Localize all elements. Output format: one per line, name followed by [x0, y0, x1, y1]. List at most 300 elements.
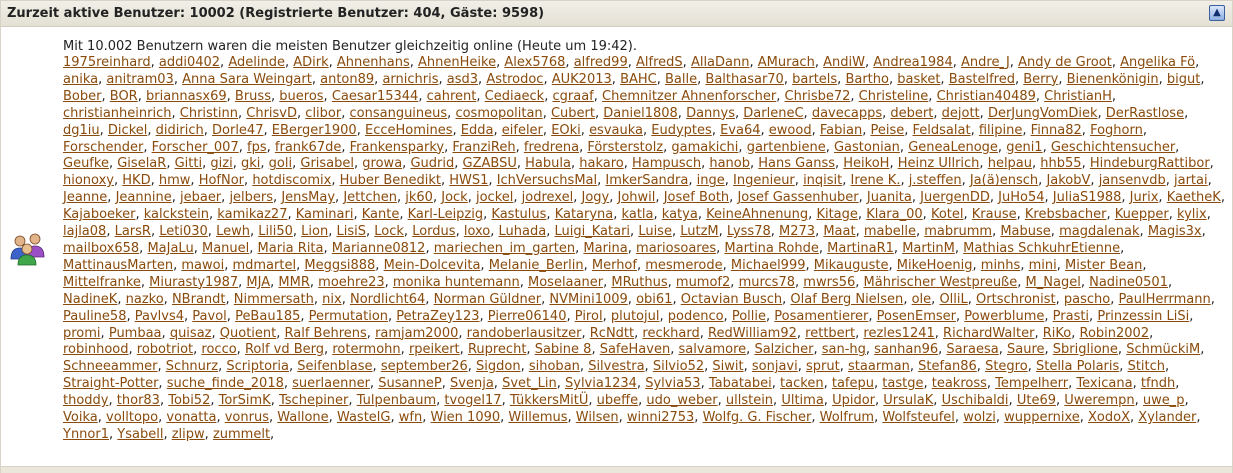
- user-link[interactable]: Caesar15344: [331, 88, 419, 104]
- user-link[interactable]: Tschepiner: [279, 393, 349, 409]
- user-link[interactable]: Scriptoria: [226, 359, 289, 375]
- user-link[interactable]: rocco: [201, 342, 237, 358]
- user-link[interactable]: Maat: [823, 224, 856, 240]
- user-link[interactable]: Geufke: [63, 156, 109, 172]
- user-link[interactable]: winni2753: [626, 410, 695, 426]
- user-link[interactable]: cosmopolitan: [455, 105, 543, 121]
- user-link[interactable]: Kotel: [930, 207, 964, 223]
- user-link[interactable]: Nadine0501: [1089, 274, 1168, 290]
- user-link[interactable]: Hans Ganss: [758, 156, 835, 172]
- user-link[interactable]: debert: [890, 105, 934, 121]
- user-link[interactable]: obi61: [636, 291, 673, 307]
- user-link[interactable]: Christeline: [858, 88, 929, 104]
- user-link[interactable]: RiKo: [1042, 325, 1072, 341]
- user-link[interactable]: Christian40489: [936, 88, 1036, 104]
- user-link[interactable]: Ute69: [1016, 393, 1056, 409]
- user-link[interactable]: MikeHoenig: [896, 257, 973, 273]
- user-link[interactable]: JensMay: [281, 190, 336, 206]
- user-link[interactable]: Pavol: [192, 308, 227, 324]
- user-link[interactable]: Grisabel: [300, 156, 355, 172]
- user-link[interactable]: ImkerSandra: [605, 173, 689, 189]
- user-link[interactable]: tfndh: [1140, 376, 1176, 392]
- user-link[interactable]: Daniel1808: [603, 105, 678, 121]
- user-link[interactable]: mumof2: [675, 274, 731, 290]
- user-link[interactable]: hionoxy: [63, 173, 114, 189]
- user-link[interactable]: ramjam2000: [375, 325, 459, 341]
- user-link[interactable]: robinhood: [63, 342, 129, 358]
- user-link[interactable]: san-hg: [821, 342, 866, 358]
- user-link[interactable]: Dannys: [686, 105, 735, 121]
- user-link[interactable]: AUK2013: [551, 71, 612, 87]
- user-link[interactable]: GeneaLenoge: [908, 139, 998, 155]
- user-link[interactable]: Jeannine: [115, 190, 172, 206]
- user-link[interactable]: Geschichtensucher: [1050, 139, 1176, 155]
- user-link[interactable]: NBrandt: [171, 291, 226, 307]
- user-link[interactable]: wolzi: [963, 410, 996, 426]
- user-link[interactable]: pascho: [1063, 291, 1111, 307]
- user-link[interactable]: Andre_J: [961, 55, 1010, 70]
- user-link[interactable]: uwe_p: [1142, 393, 1185, 409]
- user-link[interactable]: Irene K.: [850, 173, 901, 189]
- user-link[interactable]: Huber Benedikt: [339, 173, 441, 189]
- user-link[interactable]: MartinaR1: [827, 240, 894, 256]
- user-link[interactable]: Josef Gassenhuber: [737, 190, 859, 206]
- user-link[interactable]: minhs: [980, 257, 1021, 273]
- user-link[interactable]: thoddy: [63, 393, 109, 409]
- user-link[interactable]: Meggsi888: [304, 257, 376, 273]
- user-link[interactable]: Eudyptes: [651, 122, 712, 138]
- user-link[interactable]: zlipw: [171, 426, 205, 442]
- user-link[interactable]: gki: [240, 156, 261, 172]
- user-link[interactable]: murcs78: [738, 274, 795, 290]
- user-link[interactable]: Ortschronist: [976, 291, 1056, 307]
- user-link[interactable]: Klara_00: [866, 207, 923, 223]
- user-link[interactable]: MMR: [278, 274, 310, 290]
- user-link[interactable]: ole: [911, 291, 932, 307]
- user-link[interactable]: sprut: [806, 359, 840, 375]
- user-link[interactable]: SusanneP: [378, 376, 442, 392]
- user-link[interactable]: wuppernixe: [1004, 410, 1080, 426]
- user-link[interactable]: Wolfrum: [819, 410, 875, 426]
- user-link[interactable]: Upidor: [832, 393, 876, 409]
- user-link[interactable]: basket: [897, 71, 941, 87]
- user-link[interactable]: jelbers: [229, 190, 274, 206]
- user-link[interactable]: Angelika Fö: [1120, 55, 1196, 70]
- user-link[interactable]: randoberlausitzer: [466, 325, 582, 341]
- user-link[interactable]: Juanita: [866, 190, 912, 206]
- user-link[interactable]: JakobV: [1046, 173, 1091, 189]
- user-link[interactable]: MartinM: [902, 240, 955, 256]
- user-link[interactable]: Magis3x: [1147, 224, 1202, 240]
- user-link[interactable]: Voika: [63, 410, 98, 426]
- user-link[interactable]: bartels: [792, 71, 838, 87]
- user-link[interactable]: jodrexel: [521, 190, 574, 206]
- user-link[interactable]: wfn: [398, 410, 423, 426]
- user-link[interactable]: Forschender: [63, 139, 144, 155]
- user-link[interactable]: EBerger1900: [271, 122, 357, 138]
- user-link[interactable]: Norman Güldner: [433, 291, 542, 307]
- user-link[interactable]: RichardWalter: [943, 325, 1035, 341]
- user-link[interactable]: volltopo: [106, 410, 159, 426]
- user-link[interactable]: Uwerempn: [1064, 393, 1135, 409]
- user-link[interactable]: Hampusch: [632, 156, 702, 172]
- user-link[interactable]: Kajaboeker: [63, 207, 136, 223]
- user-link[interactable]: Wolfg. G. Fischer: [702, 410, 812, 426]
- user-link[interactable]: Lion: [301, 224, 329, 240]
- user-link[interactable]: hanob: [709, 156, 750, 172]
- user-link[interactable]: Ahnenhans: [336, 55, 410, 70]
- user-link[interactable]: mdmartel: [232, 257, 297, 273]
- user-link[interactable]: Jock: [441, 190, 468, 206]
- user-link[interactable]: fps: [247, 139, 267, 155]
- user-link[interactable]: Tabatabei: [708, 376, 772, 392]
- user-link[interactable]: SchmückiM: [1126, 342, 1201, 358]
- user-link[interactable]: eifeler: [501, 122, 543, 138]
- user-link[interactable]: addi0402: [158, 55, 221, 70]
- user-link[interactable]: Stella Polaris: [1035, 359, 1120, 375]
- user-link[interactable]: PetraZey123: [396, 308, 480, 324]
- user-link[interactable]: ewood: [768, 122, 812, 138]
- user-link[interactable]: Bartho: [845, 71, 889, 87]
- user-link[interactable]: salvamore: [678, 342, 747, 358]
- user-link[interactable]: KaetheK: [1166, 190, 1221, 206]
- user-link[interactable]: mwrs56: [803, 274, 856, 290]
- user-link[interactable]: Jurix: [1129, 190, 1159, 206]
- user-link[interactable]: frank67de: [274, 139, 342, 155]
- user-link[interactable]: Ultima: [781, 393, 824, 409]
- user-link[interactable]: Straight-Potter: [63, 376, 159, 392]
- user-link[interactable]: rotermohn: [332, 342, 401, 358]
- user-link[interactable]: Miurasty1987: [149, 274, 239, 290]
- user-link[interactable]: Lyss78: [726, 224, 771, 240]
- user-link[interactable]: AMurach: [757, 55, 815, 70]
- user-link[interactable]: staarman: [848, 359, 910, 375]
- user-link[interactable]: gamakichi: [671, 139, 739, 155]
- user-link[interactable]: Gastonian: [833, 139, 900, 155]
- user-link[interactable]: magdalenak: [1059, 224, 1140, 240]
- user-link[interactable]: Cediaeck: [484, 88, 545, 104]
- user-link[interactable]: NVMini1009: [549, 291, 628, 307]
- user-link[interactable]: Krebsbacher: [1024, 207, 1107, 223]
- user-link[interactable]: Bruss: [234, 88, 271, 104]
- user-link[interactable]: filipine: [978, 122, 1023, 138]
- user-link[interactable]: Kaminari: [295, 207, 354, 223]
- user-link[interactable]: Moselaaner: [528, 274, 604, 290]
- user-link[interactable]: Svenja: [450, 376, 494, 392]
- user-link[interactable]: suche_finde_2018: [166, 376, 284, 392]
- user-link[interactable]: Cubert: [550, 105, 595, 121]
- user-link[interactable]: TorSimK: [218, 393, 271, 409]
- user-link[interactable]: MattinausMarten: [63, 257, 174, 273]
- user-link[interactable]: Balthasar70: [705, 71, 784, 87]
- user-link[interactable]: Andy de Groot: [1018, 55, 1112, 70]
- user-link[interactable]: Powerblume: [964, 308, 1045, 324]
- user-link[interactable]: Jogy: [581, 190, 610, 206]
- user-link[interactable]: Quotient: [219, 325, 277, 341]
- user-link[interactable]: Manuel: [201, 240, 250, 256]
- user-link[interactable]: Marina: [583, 240, 628, 256]
- user-link[interactable]: Alex5768: [504, 55, 566, 70]
- user-link[interactable]: HKD: [122, 173, 151, 189]
- user-link[interactable]: GZABSU: [462, 156, 517, 172]
- user-link[interactable]: bueros: [279, 88, 324, 104]
- user-link[interactable]: Astrodoc: [486, 71, 544, 87]
- user-link[interactable]: Anna Sara Weingart: [182, 71, 312, 87]
- user-link[interactable]: MRuthus: [611, 274, 668, 290]
- user-link[interactable]: jebaer: [179, 190, 222, 206]
- user-link[interactable]: Pierre06140: [487, 308, 567, 324]
- user-link[interactable]: Stitch: [1127, 359, 1166, 375]
- user-link[interactable]: Pavlvs4: [134, 308, 185, 324]
- user-link[interactable]: Prinzessin LiSi: [1097, 308, 1190, 324]
- user-link[interactable]: GiselaR: [117, 156, 167, 172]
- user-link[interactable]: robotriot: [136, 342, 194, 358]
- user-link[interactable]: alfred99: [573, 55, 628, 70]
- user-link[interactable]: EOki: [551, 122, 581, 138]
- user-link[interactable]: Mathias SchkuhrEtienne: [963, 240, 1121, 256]
- user-link[interactable]: esvauka: [589, 122, 643, 138]
- user-link[interactable]: Svet_Lin: [502, 376, 557, 392]
- user-link[interactable]: rpeikert: [408, 342, 460, 358]
- user-link[interactable]: Tempelherr: [995, 376, 1069, 392]
- user-link[interactable]: dejott: [941, 105, 980, 121]
- user-link[interactable]: Melanie_Berlin: [488, 257, 584, 273]
- user-link[interactable]: Sbriglione: [1052, 342, 1118, 358]
- user-link[interactable]: davecapps: [811, 105, 883, 121]
- user-link[interactable]: Johwil: [617, 190, 656, 206]
- user-link[interactable]: suerlaenner: [292, 376, 370, 392]
- user-link[interactable]: Martina Rohde: [724, 240, 819, 256]
- user-link[interactable]: bigut: [1166, 71, 1201, 87]
- user-link[interactable]: Jettchen: [343, 190, 397, 206]
- user-link[interactable]: vonrus: [224, 410, 269, 426]
- user-link[interactable]: mini: [1028, 257, 1057, 273]
- user-link[interactable]: cahrent: [426, 88, 477, 104]
- user-link[interactable]: Pumbaa: [108, 325, 162, 341]
- user-link[interactable]: mesmerode: [645, 257, 723, 273]
- user-link[interactable]: Mabuse: [1000, 224, 1051, 240]
- user-link[interactable]: TükkersMitÜ: [509, 393, 589, 409]
- user-link[interactable]: jk60: [405, 190, 433, 206]
- user-link[interactable]: christianheinrich: [63, 105, 172, 121]
- user-link[interactable]: HWS1: [449, 173, 489, 189]
- user-link[interactable]: mariosoares: [636, 240, 717, 256]
- user-link[interactable]: Permutation: [308, 308, 389, 324]
- user-link[interactable]: Frankensparky: [349, 139, 445, 155]
- user-link[interactable]: Josef Both: [663, 190, 730, 206]
- user-link[interactable]: Kastulus: [491, 207, 547, 223]
- user-link[interactable]: hmw: [158, 173, 191, 189]
- user-link[interactable]: Schneeammer: [63, 359, 158, 375]
- user-link[interactable]: Sylvia1234: [565, 376, 637, 392]
- user-link[interactable]: PosenEmser: [876, 308, 956, 324]
- user-link[interactable]: Seifenblase: [297, 359, 373, 375]
- user-link[interactable]: BOR: [109, 88, 138, 104]
- user-link[interactable]: Lock: [374, 224, 404, 240]
- user-link[interactable]: Bastelfred: [948, 71, 1015, 87]
- user-link[interactable]: gizi: [210, 156, 233, 172]
- user-link[interactable]: tastge: [882, 376, 924, 392]
- user-link[interactable]: Chrisbe72: [784, 88, 851, 104]
- user-link[interactable]: Gudrid: [410, 156, 455, 172]
- user-link[interactable]: Wolfsteufel: [882, 410, 955, 426]
- user-link[interactable]: M273: [779, 224, 816, 240]
- user-link[interactable]: quisaz: [169, 325, 212, 341]
- user-link[interactable]: mawoi: [181, 257, 225, 273]
- user-link[interactable]: clibor: [305, 105, 342, 121]
- user-link[interactable]: Xylander: [1138, 410, 1197, 426]
- user-link[interactable]: Nordlicht64: [349, 291, 426, 307]
- user-link[interactable]: M_Nagel: [1025, 274, 1081, 290]
- user-link[interactable]: Mister Bean: [1065, 257, 1143, 273]
- user-link[interactable]: Stegro: [985, 359, 1028, 375]
- user-link[interactable]: Dickel: [107, 122, 148, 138]
- user-link[interactable]: mabelle: [863, 224, 916, 240]
- user-link[interactable]: Ysabell: [117, 426, 164, 442]
- user-link[interactable]: Kuepper: [1114, 207, 1169, 223]
- user-link[interactable]: mailbox658: [63, 240, 140, 256]
- user-link[interactable]: Leti030: [159, 224, 208, 240]
- user-link[interactable]: Foghorn: [1090, 122, 1143, 138]
- user-link[interactable]: ChrisvD: [246, 105, 298, 121]
- user-link[interactable]: Maria Rita: [257, 240, 324, 256]
- user-link[interactable]: Uschibaldi: [941, 393, 1009, 409]
- user-link[interactable]: lajla08: [63, 224, 107, 240]
- user-link[interactable]: HofNor: [198, 173, 245, 189]
- user-link[interactable]: Feldsalat: [912, 122, 971, 138]
- user-link[interactable]: Siwit: [712, 359, 744, 375]
- user-link[interactable]: j.steffen: [908, 173, 962, 189]
- user-link[interactable]: september26: [380, 359, 468, 375]
- user-link[interactable]: Ruprecht: [467, 342, 527, 358]
- user-link[interactable]: HeikoH: [843, 156, 890, 172]
- user-link[interactable]: arnichris: [382, 71, 439, 87]
- user-link[interactable]: Wilsen: [575, 410, 619, 426]
- user-link[interactable]: Luhada: [498, 224, 547, 240]
- user-link[interactable]: MaJaLu: [147, 240, 194, 256]
- user-link[interactable]: LisiS: [336, 224, 366, 240]
- user-link[interactable]: teakross: [931, 376, 987, 392]
- user-link[interactable]: Chemnitzer Ahnenforscher: [602, 88, 777, 104]
- user-link[interactable]: nix: [322, 291, 342, 307]
- user-link[interactable]: Ingenieur: [733, 173, 795, 189]
- user-link[interactable]: Merhof: [591, 257, 637, 273]
- user-link[interactable]: Lordus: [412, 224, 456, 240]
- user-link[interactable]: sonjavi: [751, 359, 798, 375]
- user-link[interactable]: Jeanne: [63, 190, 108, 206]
- user-link[interactable]: udo_weber: [646, 393, 718, 409]
- user-link[interactable]: OlliL: [939, 291, 968, 307]
- user-link[interactable]: fredrena: [523, 139, 580, 155]
- user-link[interactable]: LarsR: [114, 224, 151, 240]
- user-link[interactable]: Mittelfranke: [63, 274, 141, 290]
- user-link[interactable]: Mikauguste: [813, 257, 889, 273]
- user-link[interactable]: promi: [63, 325, 101, 341]
- user-link[interactable]: kalckstein: [143, 207, 210, 223]
- user-link[interactable]: Olaf Berg Nielsen: [790, 291, 904, 307]
- user-link[interactable]: Dorle47: [212, 122, 264, 138]
- user-link[interactable]: cgraaf: [552, 88, 594, 104]
- user-link[interactable]: JuergenDD: [920, 190, 990, 206]
- user-link[interactable]: Adelinde: [228, 55, 285, 70]
- user-link[interactable]: sanhan96: [874, 342, 939, 358]
- user-link[interactable]: hotdiscomix: [252, 173, 332, 189]
- user-link[interactable]: kamikaz27: [217, 207, 288, 223]
- user-link[interactable]: Octavian Busch: [680, 291, 783, 307]
- user-link[interactable]: Lewh: [216, 224, 250, 240]
- user-link[interactable]: mariechen_im_garten: [433, 240, 576, 256]
- user-link[interactable]: DarleneC: [743, 105, 804, 121]
- user-link[interactable]: PeBau185: [235, 308, 301, 324]
- user-link[interactable]: Pollie: [731, 308, 766, 324]
- user-link[interactable]: Pauline58: [63, 308, 127, 324]
- user-link[interactable]: zummelt: [212, 426, 271, 442]
- user-link[interactable]: Habula: [525, 156, 571, 172]
- user-link[interactable]: tafepu: [831, 376, 874, 392]
- user-link[interactable]: Silvestra: [588, 359, 645, 375]
- user-link[interactable]: Rolf vd Berg: [244, 342, 325, 358]
- user-link[interactable]: Eva64: [720, 122, 761, 138]
- user-link[interactable]: hakaro: [579, 156, 624, 172]
- user-link[interactable]: Wallone: [277, 410, 329, 426]
- user-link[interactable]: Kante: [361, 207, 400, 223]
- user-link[interactable]: jockel: [475, 190, 514, 206]
- user-link[interactable]: Tobi52: [168, 393, 211, 409]
- user-link[interactable]: helpau: [987, 156, 1033, 172]
- user-link[interactable]: Texicana: [1076, 376, 1133, 392]
- user-link[interactable]: growa: [362, 156, 403, 172]
- user-link[interactable]: Wien 1090: [430, 410, 501, 426]
- user-link[interactable]: geni1: [1006, 139, 1043, 155]
- user-link[interactable]: XodoX: [1088, 410, 1131, 426]
- user-link[interactable]: Edda: [460, 122, 494, 138]
- user-link[interactable]: ChristianH: [1044, 88, 1112, 104]
- user-link[interactable]: KeineAhnenung: [706, 207, 809, 223]
- user-link[interactable]: didirich: [155, 122, 204, 138]
- user-link[interactable]: consanguineus: [349, 105, 448, 121]
- user-link[interactable]: Posamentierer: [774, 308, 869, 324]
- user-link[interactable]: Marianne0812: [331, 240, 426, 256]
- user-link[interactable]: plutojul: [610, 308, 660, 324]
- collapse-arrow-icon[interactable]: ▲: [1209, 5, 1225, 21]
- user-link[interactable]: EcceHomines: [364, 122, 453, 138]
- user-link[interactable]: JuHo54: [998, 190, 1045, 206]
- user-link[interactable]: 1975reinhard: [63, 55, 151, 70]
- user-link[interactable]: Andrea1984: [873, 55, 953, 70]
- user-link[interactable]: monika huntemann: [392, 274, 520, 290]
- user-link[interactable]: Gitti: [174, 156, 203, 172]
- user-link[interactable]: tacken: [780, 376, 824, 392]
- user-link[interactable]: Peise: [870, 122, 905, 138]
- user-link[interactable]: thor83: [116, 393, 160, 409]
- user-link[interactable]: inge: [696, 173, 725, 189]
- user-link[interactable]: sihoban: [528, 359, 580, 375]
- user-link[interactable]: Sylvia53: [645, 376, 701, 392]
- user-link[interactable]: AlfredS: [636, 55, 683, 70]
- user-link[interactable]: jansenvdb: [1098, 173, 1166, 189]
- user-link[interactable]: UrsulaK: [883, 393, 934, 409]
- user-link[interactable]: JuliaS1988: [1052, 190, 1122, 206]
- user-link[interactable]: AhnenHeike: [418, 55, 497, 70]
- user-link[interactable]: Bober: [63, 88, 102, 104]
- user-link[interactable]: rezles1241: [863, 325, 935, 341]
- user-link[interactable]: Fabian: [819, 122, 863, 138]
- user-link[interactable]: Saraesa: [946, 342, 999, 358]
- user-link[interactable]: Michael999: [730, 257, 806, 273]
- user-link[interactable]: Karl-Leipzig: [407, 207, 484, 223]
- user-link[interactable]: Heinz Ullrich: [897, 156, 980, 172]
- user-link[interactable]: Robin2002: [1079, 325, 1150, 341]
